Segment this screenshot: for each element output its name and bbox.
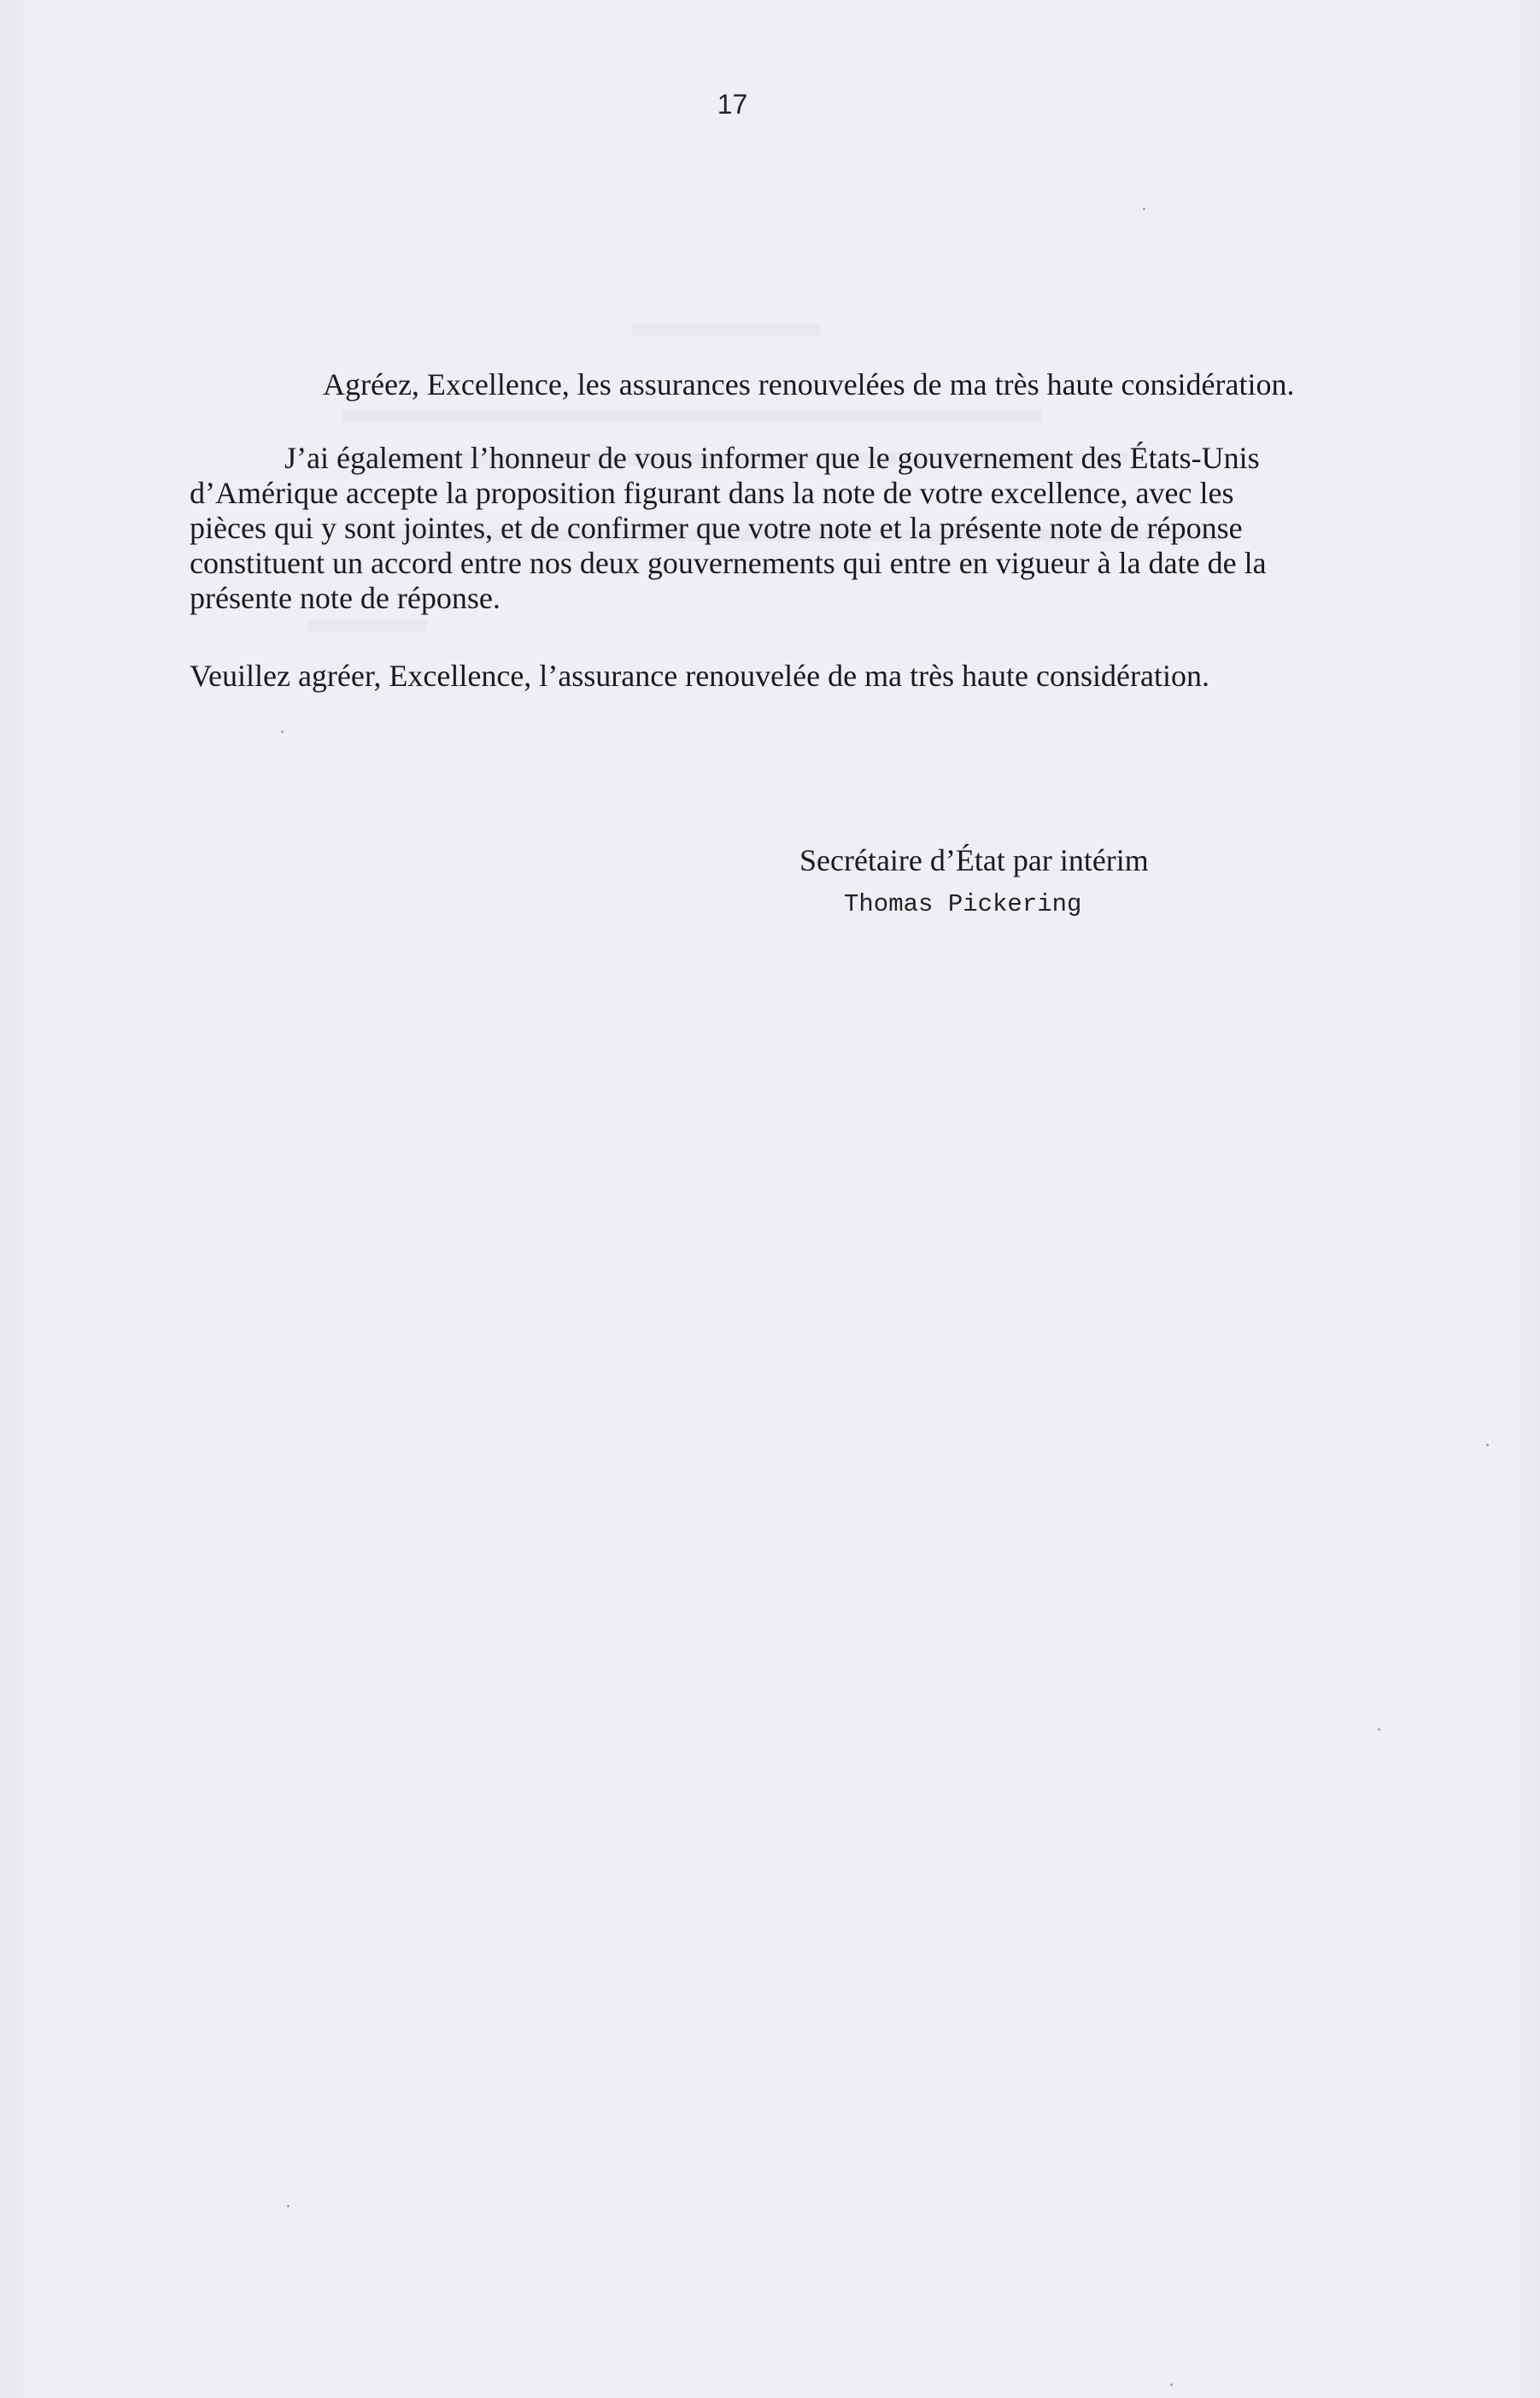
- paper-speck: [281, 730, 284, 733]
- body-line: présente note de réponse.: [190, 581, 501, 615]
- paper-speck: [1486, 1444, 1489, 1446]
- paper-speck: [287, 2205, 290, 2207]
- body-paragraph: [190, 441, 1351, 616]
- signature-block: [799, 842, 1149, 918]
- page-number: 17: [717, 89, 748, 120]
- body-line: constituent un accord entre nos deux gouvernements qui entre en vigueur à la date de la: [190, 546, 1267, 580]
- signatory-name: Thomas Pickering: [844, 890, 1082, 918]
- body-line: pièces qui y sont jointes, et de confirmer que votre note et la présente note de réponse: [190, 511, 1243, 545]
- paper-speck: [1378, 1728, 1380, 1731]
- paper-speck: [1170, 2383, 1173, 2386]
- closing-paragraph-1: Agréez, Excellence, les assurances renouvelées de ma très haute considération.: [323, 367, 1295, 402]
- body-line: d’Amérique accepte la proposition figurant dans la note de votre excellence, avec les: [190, 476, 1234, 510]
- body-line: J’ai également l’honneur de vous informer que le gouvernement des États-Unis: [284, 441, 1260, 475]
- closing-paragraph-2: Veuillez agréer, Excellence, l’assurance renouvelée de ma très haute considération.: [190, 659, 1209, 693]
- signatory-title: Secrétaire d’État par intérim: [799, 843, 1149, 877]
- paper-speck: [1143, 208, 1145, 210]
